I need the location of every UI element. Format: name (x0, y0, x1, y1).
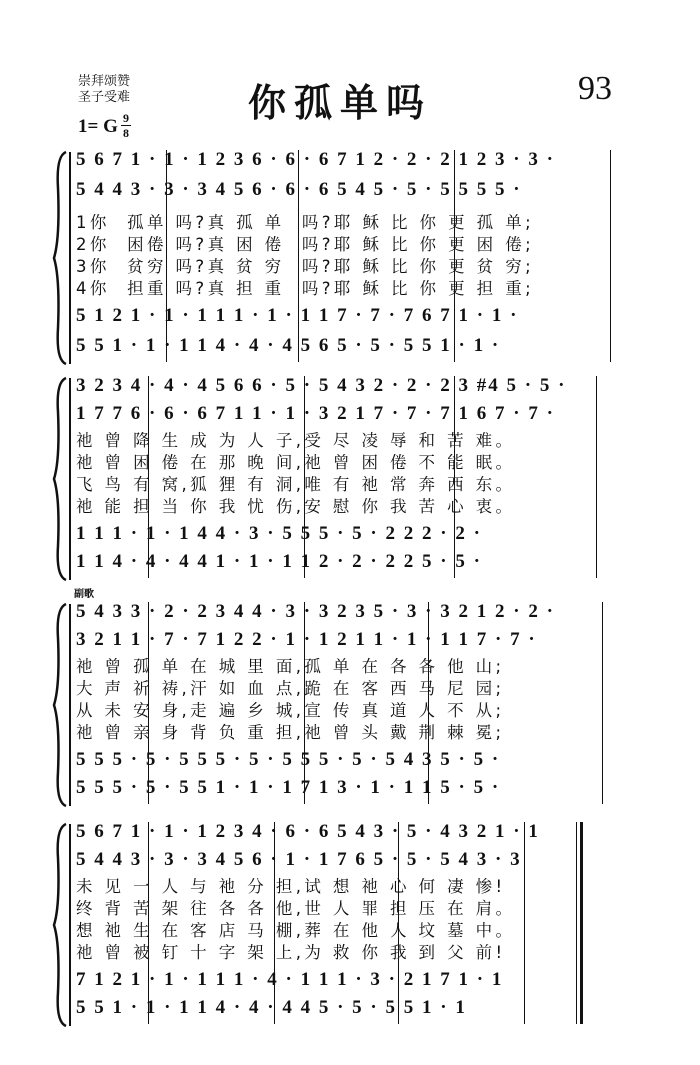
lyric-verse-1: 祂 曾 孤 单 在 城 里 面,孤 单 在 各 各 他 山; (76, 657, 505, 676)
lyric-verse-4: 祂 曾 被 钉 十 字 架 上,为 救 你 我 到 父 前! (76, 943, 506, 962)
score-system-1 (52, 148, 652, 368)
lyric-verse-1: 未 见 一 人 与 祂 分 担,试 想 祂 心 何 凄 惨! (76, 877, 506, 896)
score-system-3 (52, 600, 652, 810)
lyric-verse-3: 3你 贫穷 吗?真 贫 穷 吗?耶 稣 比 你 更 贫 穷; (76, 257, 535, 276)
meter-top: 9 (123, 111, 129, 125)
lyric-verse-3: 想 祂 生 在 客 店 马 棚,葬 在 他 人 坟 墓 中。 (76, 921, 516, 940)
bass-line: 5 5 1 · 1 · 1 1 4 · 4 · 4 4 5 · 5 · 5 5 1 · 1 (76, 997, 467, 1018)
lyric-verse-1: 祂 曾 降 生 成 为 人 子,受 尽 凌 辱 和 苦 难。 (76, 431, 516, 450)
tenor-line: 5 1 2 1 · 1 · 1 1 1 · 1 · 1 1 7 · 7 · 7 6 7 1 · 1 · (76, 305, 519, 326)
time-signature (121, 112, 131, 139)
category-passion: 圣子受难 (78, 90, 131, 105)
bass-line: 5 5 5 · 5 · 5 5 1 · 1 · 1 7 1 3 · 1 · 1 1 5 · 5 · (76, 777, 501, 798)
lyric-verse-3: 飞 鸟 有 窝,狐 狸 有 洞,唯 有 祂 常 奔 西 东。 (76, 475, 516, 494)
tenor-line: 7 1 2 1 · 1 · 1 1 1 · 4 · 1 1 1 · 3 · 2 1 7 1 · 1 (76, 969, 504, 990)
meter-bottom: 8 (123, 126, 129, 140)
alto-line: 5 4 4 3 · 3 · 3 4 5 6 · 1 · 1 7 6 5 · 5 · 5 4 3 · 3 (76, 849, 522, 870)
system-brace (52, 148, 72, 368)
soprano-line: 5 4 3 3 · 2 · 2 3 4 4 · 3 · 3 2 3 5 · 3 · 3 2 1 2 · 2 · (76, 601, 555, 622)
system-brace (52, 600, 72, 810)
lyric-verse-2: 2你 困倦 吗?真 困 倦 吗?耶 稣 比 你 更 困 倦; (76, 235, 535, 254)
soprano-line: 5 6 7 1 · 1 · 1 2 3 6 · 6 · 6 7 1 2 · 2 · 2 1 2 3 · 3 · (76, 149, 555, 170)
lyric-verse-4: 祂 曾 亲 身 背 负 重 担,祂 曾 头 戴 荆 棘 冕; (76, 723, 505, 742)
chorus-label: 副歌 (74, 589, 94, 600)
lyric-verse-2: 大 声 祈 祷,汗 如 血 点,跪 在 客 西 马 尼 园; (76, 679, 505, 698)
soprano-line: 5 6 7 1 · 1 · 1 2 3 4 · 6 · 6 5 4 3 · 5 · 4 3 2 1 · 1 (76, 821, 540, 842)
lyric-verse-4: 4你 担重 吗?真 担 重 吗?耶 稣 比 你 更 担 重; (76, 279, 535, 298)
page-number: 93 (578, 70, 612, 107)
system-brace (52, 820, 72, 1030)
score-system-2 (52, 374, 652, 584)
lyric-verse-3: 从 未 安 身,走 遍 乡 城,宣 传 真 道 人 不 从; (76, 701, 505, 720)
alto-line: 3 2 1 1 · 7 · 7 1 2 2 · 1 · 1 2 1 1 · 1 · 1 1 7 · 7 · (76, 629, 537, 650)
lyric-verse-2: 终 背 苦 架 往 各 各 他,世 人 罪 担 压 在 肩。 (76, 899, 516, 918)
bass-line: 1 1 4 · 4 · 4 4 1 · 1 · 1 1 2 · 2 · 2 2 5 · 5 · (76, 551, 482, 572)
lyric-verse-1: 1你 孤单 吗?真 孤 单 吗?耶 稣 比 你 更 孤 单; (76, 213, 535, 232)
alto-line: 1 7 7 6 · 6 · 6 7 1 1 · 1 · 3 2 1 7 · 7 · 7 1 6 7 · 7 · (76, 403, 555, 424)
bass-line: 5 5 1 · 1 · 1 1 4 · 4 · 4 5 6 5 · 5 · 5 5 1 · 1 · (76, 335, 501, 356)
alto-line: 5 4 4 3 · 3 · 3 4 5 6 · 6 · 6 5 4 5 · 5 · 5 5 5 5 · (76, 179, 522, 200)
song-title: 你孤单吗 (248, 80, 433, 125)
category-worship: 崇拜颂赞 (78, 74, 131, 89)
tenor-line: 5 5 5 · 5 · 5 5 5 · 5 · 5 5 5 · 5 · 5 4 3 5 · 5 · (76, 749, 501, 770)
soprano-line: 3 2 3 4 · 4 · 4 5 6 6 · 5 · 5 4 3 2 · 2 · 2 3 #4 5 · 5 · (76, 375, 567, 396)
system-brace (52, 374, 72, 584)
score-system-4 (52, 820, 652, 1030)
tenor-line: 1 1 1 · 1 · 1 4 4 · 3 · 5 5 5 · 5 · 2 2 2 · 2 · (76, 523, 482, 544)
lyric-verse-2: 祂 曾 困 倦 在 那 晚 间,祂 曾 困 倦 不 能 眠。 (76, 453, 516, 472)
lyric-verse-4: 祂 能 担 当 你 我 忧 伤,安 慰 你 我 苦 心 衷。 (76, 497, 516, 516)
key-signature: 1= G (78, 116, 118, 137)
